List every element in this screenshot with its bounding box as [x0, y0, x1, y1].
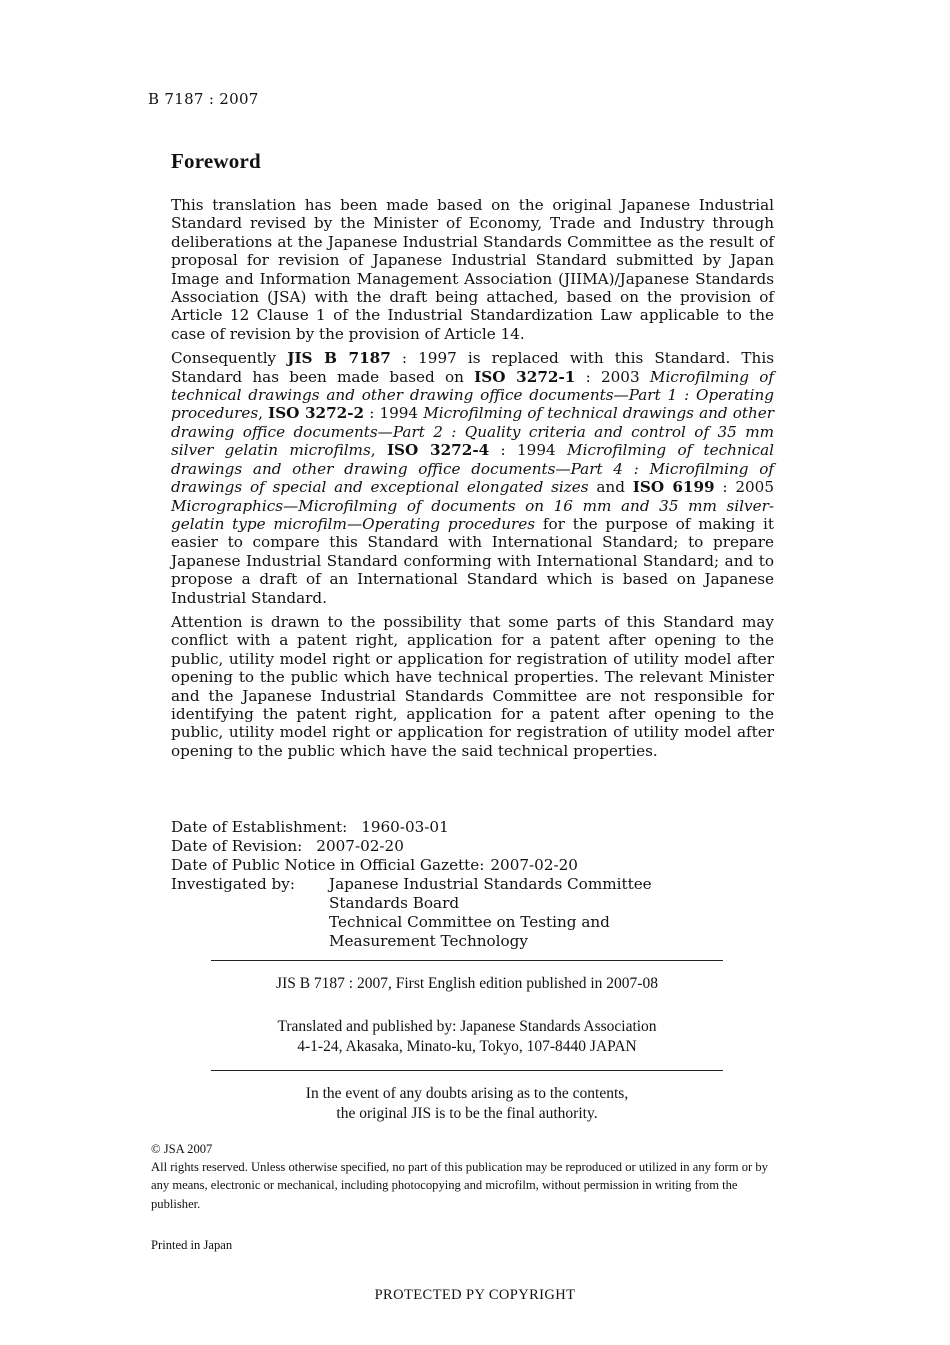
copyright-notice: © JSA 2007 — [151, 1142, 213, 1156]
revision-value: 2007-02-20 — [316, 837, 404, 855]
investigated-line: Standards Board — [329, 894, 460, 912]
establishment-label: Date of Establishment: — [171, 818, 348, 836]
publisher-block — [211, 1017, 723, 1057]
text-run: for the purpose of making it easier to compare this Standard with International Standard; to prepare Japanese Industrial Standard conforming with International Standard; and to propose a draft of an International Standard which is based on Japanese Industrial Standard. — [171, 514, 774, 607]
gazette-value: 2007-02-20 — [490, 856, 578, 874]
establishment-date-row — [171, 818, 652, 837]
standard-title: Microfilming of technical drawings and other drawing office documents—Part 2 : Quality criteria and control of 35 mm silver gelatin microfilms — [171, 404, 775, 460]
standard-title: Microfilming of technical drawings and other drawing office documents—Part 4 : Microfilming of drawings of special and exceptional elongated sizes — [171, 441, 774, 497]
investigated-line: Technical Committee on Testing and — [329, 913, 610, 931]
text-run: Consequently — [171, 349, 288, 368]
investigated-by-row — [171, 875, 652, 951]
authority-block — [211, 1084, 723, 1124]
protected-footer: PROTECTED PY COPYRIGHT — [374, 1287, 576, 1303]
text-run: : 1997 is replaced with this Standard. This Standard has been made based on — [171, 349, 774, 386]
text-run: and — [588, 478, 633, 497]
publisher-line: Translated and published by: Japanese Standards Association — [277, 1018, 657, 1035]
gazette-label: Date of Public Notice in Official Gazette: — [171, 856, 485, 874]
rights-statement: All rights reserved. Unless otherwise specified, no part of this publication may be reproduced or utilized in any form or by any means, electronic or mechanical, including photocopying and microfilm, without permission in writing from the publisher. — [151, 1160, 768, 1211]
dates-block — [171, 818, 652, 951]
paragraph-replacement — [171, 349, 774, 607]
investigated-bodies — [329, 875, 652, 951]
gazette-date-row — [171, 856, 652, 875]
standard-ref: ISO 3272-4 — [386, 441, 490, 460]
divider-top — [211, 960, 723, 961]
authority-line-1: In the event of any doubts arising as to the contents, — [305, 1085, 629, 1102]
standard-title: Microfilming of technical drawings and other drawing office documents—Part 1 : Operating procedures — [171, 367, 774, 423]
text-run: : 1994 — [489, 441, 568, 460]
establishment-value: 1960-03-01 — [361, 818, 449, 836]
text-run: : 2005 — [714, 478, 775, 497]
revision-label: Date of Revision: — [171, 837, 303, 855]
edition-line: JIS B 7187 : 2007, First English edition published in 2007-08 — [276, 975, 658, 992]
page-title: Foreword — [171, 149, 261, 173]
text-run: , — [258, 404, 269, 423]
standard-ref: JIS B 7187 — [287, 349, 391, 368]
standard-ref: ISO 6199 — [632, 478, 715, 497]
foreword-body — [171, 196, 774, 766]
paragraph-patent-notice: Attention is drawn to the possibility that some parts of this Standard may conflict with a patent right, application for a patent after opening to the public, utility model right or application for registration of utility model after opening to the public which have technical properties. The relevant Minister and the Japanese Industrial Standards Committee are not responsible for identifying the patent right, application for a patent after opening to the public, utility model right or application for registration of utility model after opening to the public which have the said technical properties. — [171, 612, 774, 760]
text-run: , — [370, 441, 387, 460]
address-line: 4-1-24, Akasaka, Minato-ku, Tokyo, 107-8440 JAPAN — [297, 1038, 637, 1055]
authority-line-2: the original JIS is to be the final authority. — [336, 1105, 598, 1122]
paragraph-translation-basis: This translation has been made based on the original Japanese Industrial Standard revised by the Minister of Economy, Trade and Industry through deliberations at the Japanese Industrial Standards Committee as the result of proposal for revision of Japanese Industrial Standard submitted by Japan Image and Information Management Association (JIIMA)/Japanese Standards Association (JSA) with the draft being attached, based on the provision of Article 12 Clause 1 of the Industrial Standardization Law applicable to the case of revision by the provision of Article 14. — [171, 196, 774, 343]
standard-ref: ISO 3272-2 — [268, 404, 365, 423]
divider-bottom — [211, 1070, 723, 1071]
standard-number: B 7187 : 2007 — [148, 90, 259, 108]
standard-ref: ISO 3272-1 — [474, 367, 576, 386]
text-run: : 2003 — [575, 367, 650, 386]
investigated-label: Investigated by: — [171, 875, 295, 893]
revision-date-row — [171, 837, 652, 856]
investigated-line: Japanese Industrial Standards Committee — [329, 875, 652, 893]
standard-title: Micrographics—Microfilming of documents on 16 mm and 35 mm silver-gelatin type microfilm—Operating procedures — [171, 496, 774, 533]
text-run: : 1994 — [364, 404, 424, 423]
printed-in: Printed in Japan — [151, 1238, 233, 1252]
investigated-line: Measurement Technology — [329, 932, 528, 950]
